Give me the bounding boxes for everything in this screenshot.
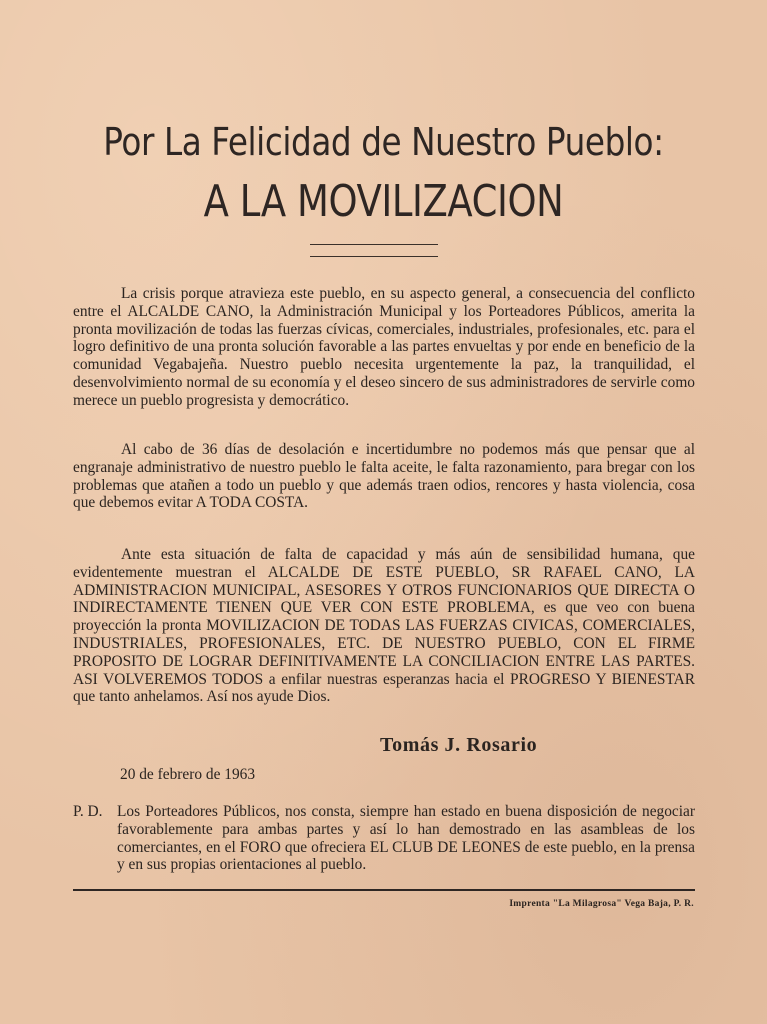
paragraph-3 — [73, 546, 695, 706]
headline-line-2: A LA MOVILIZACION — [203, 176, 564, 227]
printer-credit: Imprenta "La Milagrosa" Vega Baja, P. R. — [509, 899, 694, 909]
headline-line-1: Por La Felicidad de Nuestro Pueblo: — [103, 120, 664, 164]
headline-rule-top — [310, 244, 438, 245]
postscript-label: P. D. — [73, 803, 103, 820]
postscript — [73, 803, 695, 874]
signature: Tomás J. Rosario — [380, 734, 538, 756]
paragraph-1-text: La crisis porque atravieza este pueblo, en su aspecto general, a consecuencia del conflicto entre el ALCALDE CANO, la Administración Municipal y los Porteadores Públicos, amerita la pronta movilización de todas las fuerzas cívicas, comerciales, industriales, profesionales, etc. para el logro definitivo de una pronta solución favorable a las partes envueltas y por ende en beneficio de la comunidad Vegabajeña. Nuestro pueblo necesita urgentemente la paz, la tranquilidad, el desenvolvimiento normal de su economía y el deseo sincero de sus administradores de servirle como merece un pueblo progresista y democrático. — [73, 285, 695, 409]
postscript-text: Los Porteadores Públicos, nos consta, siempre han estado en buena disposición de negociar favorablemente para ambas partes y así lo han demostrado en las asambleas de los comerciantes, en el FORO que ofreciera EL CLUB DE LEONES de este pueblo, en la prensa y en sus propias orientaciones al pueblo. — [117, 803, 695, 874]
headline-rule-bottom — [310, 256, 438, 257]
paragraph-3-text: Ante esta situación de falta de capacidad y más aún de sensibilidad humana, que evidentemente muestran el ALCALDE DE ESTE PUEBLO, SR RAFAEL CANO, LA ADMINISTRACION MUNICIPAL, ASESORES Y OTROS FUNCIONARIOS QUE DIRECTA O INDIRECTAMENTE TIENEN QUE VER CON ESTE PROBLEMA, es que veo con buena proyección la pronta MOVILIZACION DE TODAS LAS FUERZAS CIVICAS, COMERCIALES, INDUSTRIALES, PROFESIONALES, ETC. DE NUESTRO PUEBLO, CON EL FIRME PROPOSITO DE LOGRAR DEFINITIVAMENTE LA CONCILIACION ENTRE LAS PARTES. ASI VOLVEREMOS TODOS a enfilar nuestras esperanzas hacia el PROGRESO Y BIENESTAR que tanto anhelamos. Así nos ayude Dios. — [73, 546, 695, 706]
footer-rule — [73, 889, 695, 891]
paragraph-2-text: Al cabo de 36 días de desolación e incertidumbre no podemos más que pensar que al engranaje administrativo de nuestro pueblo le falta aceite, le falta razonamiento, para bregar con los problemas que atañen a todo un pueblo y que además traen odios, rencores y hasta violencia, cosa que debemos evitar A TODA COSTA. — [73, 441, 695, 512]
date: 20 de febrero de 1963 — [120, 766, 256, 783]
paragraph-1 — [73, 285, 695, 410]
paragraph-2 — [73, 441, 695, 512]
